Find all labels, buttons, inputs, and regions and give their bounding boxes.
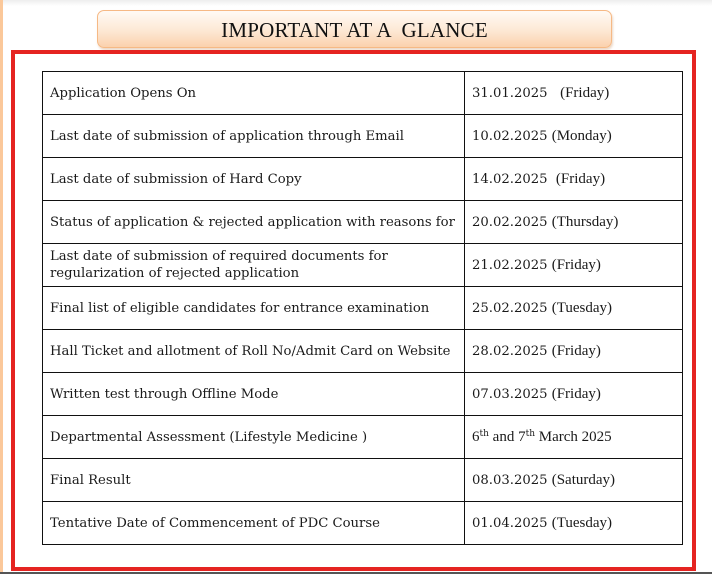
date-value: 28.02.2025 <box>472 343 548 359</box>
weekday-label: (Friday) <box>551 385 601 402</box>
date-cell <box>465 244 683 287</box>
event-cell: Hall Ticket and allotment of Roll No/Admit Card on Website <box>43 330 465 373</box>
date-month-year: March 2025 <box>535 428 612 445</box>
date-day-1: 6 <box>472 428 480 445</box>
date-value: 10.02.2025 <box>472 128 548 144</box>
weekday-label: (Friday) <box>551 342 601 359</box>
event-cell: Application Opens On <box>43 72 465 115</box>
weekday-label: (Monday) <box>551 127 612 144</box>
table-row <box>43 416 683 459</box>
date-cell <box>465 115 683 158</box>
table-row <box>43 502 683 545</box>
schedule-table <box>42 71 683 545</box>
date-cell <box>465 459 683 502</box>
date-cell <box>465 72 683 115</box>
heading-banner <box>97 10 612 48</box>
weekday-label: (Saturday) <box>551 471 616 488</box>
date-cell <box>465 416 683 459</box>
event-cell: Last date of submission of required documents for regularization of rejected application <box>43 244 465 287</box>
date-cell <box>465 287 683 330</box>
table-row <box>43 158 683 201</box>
table-row <box>43 459 683 502</box>
date-cell <box>465 502 683 545</box>
table-row <box>43 115 683 158</box>
event-cell: Written test through Offline Mode <box>43 373 465 416</box>
date-value: 07.03.2025 <box>472 386 548 402</box>
date-spacer <box>548 172 556 187</box>
event-cell: Last date of submission of application through Email <box>43 115 465 158</box>
date-value: 25.02.2025 <box>472 300 548 316</box>
left-accent-strip <box>0 0 3 574</box>
table-row <box>43 287 683 330</box>
table-row <box>43 330 683 373</box>
weekday-label: (Friday) <box>555 170 606 187</box>
top-shadow <box>0 0 712 6</box>
date-spacer <box>548 86 561 101</box>
date-value: 14.02.2025 <box>472 171 548 187</box>
weekday-label: (Thursday) <box>551 213 619 230</box>
ordinal-suffix: th <box>479 428 489 439</box>
event-cell: Last date of submission of Hard Copy <box>43 158 465 201</box>
date-value: 08.03.2025 <box>472 472 548 488</box>
weekday-label: (Tuesday) <box>551 299 612 316</box>
table-row <box>43 72 683 115</box>
event-cell: Status of application & rejected application with reasons for <box>43 201 465 244</box>
date-cell <box>465 373 683 416</box>
page-title: IMPORTANT AT A GLANCE <box>221 17 488 42</box>
event-cell: Tentative Date of Commencement of PDC Course <box>43 502 465 545</box>
date-cell <box>465 330 683 373</box>
date-value: 21.02.2025 <box>472 257 548 273</box>
weekday-label: (Friday) <box>560 84 610 101</box>
table-row <box>43 201 683 244</box>
date-day-2: and 7 <box>488 428 526 445</box>
table-row <box>43 244 683 287</box>
ordinal-suffix: th <box>525 428 536 439</box>
weekday-label: (Tuesday) <box>551 514 612 531</box>
table-row <box>43 373 683 416</box>
date-value: 01.04.2025 <box>472 515 548 531</box>
event-cell: Final Result <box>43 459 465 502</box>
date-cell <box>465 201 683 244</box>
date-cell <box>465 158 683 201</box>
date-value: 20.02.2025 <box>472 214 548 230</box>
weekday-label: (Friday) <box>551 256 601 273</box>
event-cell: Departmental Assessment (Lifestyle Medicine ) <box>43 416 465 459</box>
date-value: 31.01.2025 <box>472 85 548 101</box>
event-cell: Final list of eligible candidates for entrance examination <box>43 287 465 330</box>
schedule-table-container <box>42 71 682 545</box>
